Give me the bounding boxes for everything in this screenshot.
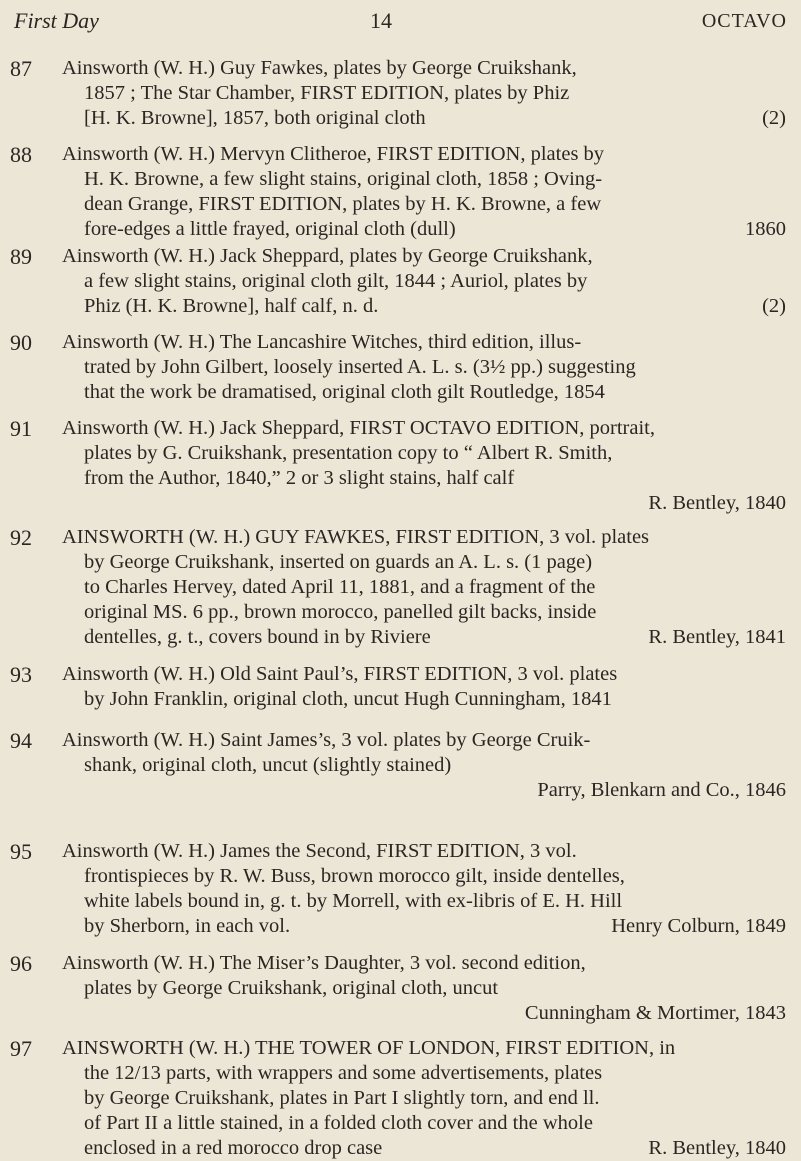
lot-entry <box>10 662 786 712</box>
lot-description <box>62 56 786 131</box>
lot-line <box>62 976 786 1001</box>
lot-line-imprint: Parry, Blenkarn and Co., 1846 <box>537 779 786 801</box>
lot-line <box>62 625 786 650</box>
lot-description <box>62 142 786 242</box>
lot-number: 95 <box>10 839 32 864</box>
lot-line-text: plates by G. Cruikshank, presentation copy to “ Albert R. Smith, <box>84 442 613 464</box>
lot-line-imprint: Cunningham & Mortimer, 1843 <box>524 1002 786 1024</box>
lot-line <box>62 330 786 355</box>
lot-line-text: shank, original cloth, uncut (slightly stained) <box>84 754 452 776</box>
lot-line <box>62 416 786 441</box>
lot-line-text: H. K. Browne, a few slight stains, original cloth, 1858 ; Oving- <box>84 168 603 190</box>
lot-line-imprint: R. Bentley, 1840 <box>648 492 786 514</box>
lot-line-text: [H. K. Browne], 1857, both original cloth <box>84 107 426 129</box>
page-number: 14 <box>370 8 392 33</box>
lot-line <box>62 687 786 712</box>
lot-description <box>62 951 786 1024</box>
lot-description <box>62 839 786 939</box>
lot-description <box>62 330 786 405</box>
lot-line <box>62 889 786 914</box>
lot-line-imprint: R. Bentley, 1841 <box>648 626 786 648</box>
lot-line-text: frontispieces by R. W. Buss, brown morocco gilt, inside dentelles, <box>84 865 625 887</box>
lot-line-text: by George Cruikshank, inserted on guards an A. L. s. (1 page) <box>84 551 593 573</box>
lot-line-imprint: 1860 <box>745 218 786 240</box>
lot-line-text: Ainsworth (W. H.) The Miser’s Daughter, 3 vol. second edition, <box>62 952 586 974</box>
lot-line-text: dentelles, g. t., covers bound in by Riviere <box>84 626 431 648</box>
lot-line-text: the 12/13 parts, with wrappers and some advertisements, plates <box>84 1062 603 1084</box>
lot-line <box>62 753 786 778</box>
lot-line-text: trated by John Gilbert, loosely inserted A. L. s. (3½ pp.) suggesting <box>84 356 636 378</box>
lot-description <box>62 728 786 801</box>
lot-number: 96 <box>10 951 32 976</box>
lot-line <box>62 914 786 939</box>
lot-line <box>62 441 786 466</box>
lot-line <box>62 244 786 269</box>
lot-line-text: enclosed in a red morocco drop case <box>84 1137 383 1159</box>
lot-entry <box>10 142 786 242</box>
lot-number: 87 <box>10 56 32 81</box>
lot-line <box>62 1061 786 1086</box>
lot-entry <box>10 525 786 650</box>
lot-line-imprint: Henry Colburn, 1849 <box>611 915 786 937</box>
lot-line <box>62 56 786 81</box>
lot-line <box>62 839 786 864</box>
lot-line <box>62 355 786 380</box>
lot-line-text: white labels bound in, g. t. by Morrell, with ex-libris of E. H. Hill <box>84 890 623 912</box>
lot-line-imprint: (2) <box>762 295 786 317</box>
lot-line-text: by Sherborn, in each vol. <box>84 915 291 937</box>
lot-line <box>62 1136 786 1161</box>
lot-number: 94 <box>10 728 32 753</box>
lot-entry <box>10 1036 786 1161</box>
lot-line <box>62 81 786 106</box>
lot-entry <box>10 56 786 131</box>
lot-line <box>62 466 786 491</box>
lot-line-text: Ainsworth (W. H.) Mervyn Clitheroe, FIRST EDITION, plates by <box>62 143 605 165</box>
lot-line-text: 1857 ; The Star Chamber, FIRST EDITION, plates by Phiz <box>84 82 570 104</box>
header-sale-day: First Day <box>14 8 99 33</box>
lot-line-imprint: R. Bentley, 1840 <box>648 1137 786 1159</box>
lot-line-text: from the Author, 1840,” 2 or 3 slight stains, half calf <box>84 467 515 489</box>
lot-description <box>62 662 786 712</box>
lot-line-text: fore-edges a little frayed, original cloth (dull) <box>84 218 456 240</box>
lot-line <box>62 951 786 976</box>
lot-number: 93 <box>10 662 32 687</box>
lot-entry <box>10 951 786 1026</box>
lot-description <box>62 244 786 319</box>
lot-line-text: Ainsworth (W. H.) Jack Sheppard, FIRST OCTAVO EDITION, portrait, <box>62 417 655 439</box>
lot-description <box>62 416 786 514</box>
lot-line-text: Ainsworth (W. H.) Jack Sheppard, plates by George Cruikshank, <box>62 245 593 267</box>
lot-line-imprint: (2) <box>762 107 786 129</box>
lot-entry <box>10 728 786 803</box>
lot-line-text: Ainsworth (W. H.) The Lancashire Witches, third edition, illus- <box>62 331 582 353</box>
lot-number: 91 <box>10 416 32 441</box>
lot-line <box>62 864 786 889</box>
lot-line-text: original MS. 6 pp., brown morocco, panelled gilt backs, inside <box>84 601 597 623</box>
lot-line <box>62 217 786 242</box>
lot-line <box>62 525 786 550</box>
lot-number: 97 <box>10 1036 32 1061</box>
lot-number: 89 <box>10 244 32 269</box>
lot-description <box>62 525 786 650</box>
lot-number: 92 <box>10 525 32 550</box>
lot-line <box>62 600 786 625</box>
lot-line <box>62 550 786 575</box>
lot-number: 90 <box>10 330 32 355</box>
lot-line <box>62 192 786 217</box>
lot-line-text: of Part II a little stained, in a folded cloth cover and the whole <box>84 1112 593 1134</box>
lot-line-text: dean Grange, FIRST EDITION, plates by H. K. Browne, a few <box>84 193 602 215</box>
lot-line <box>62 728 786 753</box>
lot-line <box>62 1036 786 1061</box>
lot-line <box>62 294 786 319</box>
lot-line-text: by George Cruikshank, plates in Part I slightly torn, and end ll. <box>84 1087 600 1109</box>
lot-line-text: that the work be dramatised, original cloth gilt Routledge, 1854 <box>84 381 605 403</box>
lot-line-text: Ainsworth (W. H.) Old Saint Paul’s, FIRST EDITION, 3 vol. plates <box>62 663 618 685</box>
lot-line <box>62 662 786 687</box>
lot-line <box>62 167 786 192</box>
lot-line-text: Ainsworth (W. H.) Guy Fawkes, plates by George Cruikshank, <box>62 57 577 79</box>
lot-entry <box>10 330 786 405</box>
lot-line-text: Phiz (H. K. Browne], half calf, n. d. <box>84 295 379 317</box>
lot-line <box>62 1086 786 1111</box>
lot-number: 88 <box>10 142 32 167</box>
lot-line-text: AINSWORTH (W. H.) GUY FAWKES, FIRST EDITION, 3 vol. plates <box>62 526 650 548</box>
lot-line-text: to Charles Hervey, dated April 11, 1881, and a fragment of the <box>84 576 596 598</box>
lot-line <box>62 106 786 131</box>
page-header <box>14 8 787 34</box>
header-section: OCTAVO <box>701 10 787 32</box>
lot-line <box>62 1111 786 1136</box>
lot-line-text: Ainsworth (W. H.) Saint James’s, 3 vol. plates by George Cruik- <box>62 729 591 751</box>
lot-line-text: by John Franklin, original cloth, uncut Hugh Cunningham, 1841 <box>84 688 612 710</box>
lot-line <box>62 575 786 600</box>
lot-line <box>62 269 786 294</box>
lot-line-text: plates by George Cruikshank, original cloth, uncut <box>84 977 499 999</box>
lot-entry <box>10 839 786 939</box>
lot-line-text: a few slight stains, original cloth gilt, 1844 ; Auriol, plates by <box>84 270 588 292</box>
lot-line-text: Ainsworth (W. H.) James the Second, FIRST EDITION, 3 vol. <box>62 840 577 862</box>
lot-line <box>62 142 786 167</box>
lot-entry <box>10 416 786 516</box>
lot-description <box>62 1036 786 1161</box>
lot-entry <box>10 244 786 319</box>
lot-line-text: AINSWORTH (W. H.) THE TOWER OF LONDON, FIRST EDITION, in <box>62 1037 676 1059</box>
lot-line <box>62 380 786 405</box>
